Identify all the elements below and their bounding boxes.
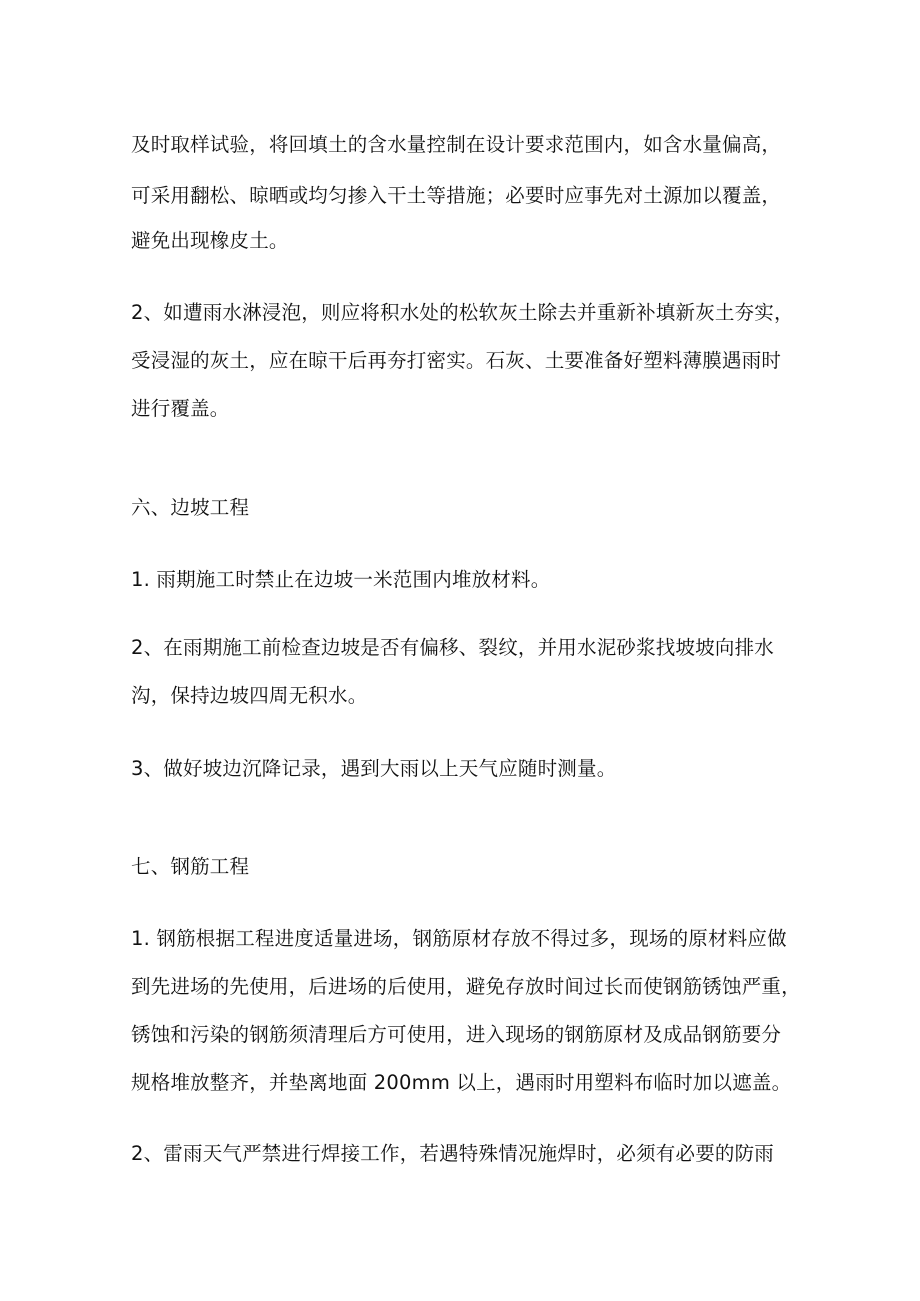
- section-6-item-3: 3、做好坡边沉降记录，遇到大雨以上天气应随时测量。: [131, 757, 617, 780]
- section-7-item-2-line-1: 2、雷雨天气严禁进行焊接工作，若遇特殊情况施焊时，必须有必要的防雨: [131, 1142, 775, 1165]
- paragraph-2-line-2: 受浸湿的灰土，应在晾干后再夯打密实。石灰、土要准备好塑料薄膜遇雨时: [131, 349, 782, 372]
- paragraph-1-line-1: 及时取样试验，将回填土的含水量控制在设计要求范围内，如含水量偏高，: [131, 133, 782, 156]
- paragraph-1-line-3: 避免出现橡皮土。: [131, 229, 289, 252]
- section-6-item-1: 1. 雨期施工时禁止在边坡一米范围内堆放材料。: [131, 568, 551, 591]
- section-6-heading: 六、边坡工程: [131, 496, 250, 519]
- section-7-item-1-line-3: 锈蚀和污染的钢筋须清理后方可使用，进入现场的钢筋原材及成品钢筋要分: [131, 1023, 782, 1046]
- section-7-heading: 七、钢筋工程: [131, 855, 250, 878]
- paragraph-2-line-3: 进行覆盖。: [131, 397, 230, 420]
- paragraph-1-line-2: 可采用翻松、晾晒或均匀掺入干土等措施；必要时应事先对土源加以覆盖，: [131, 184, 782, 207]
- section-7-item-1-line-2: 到先进场的先使用，后进场的后使用，避免存放时间过长而使钢筋锈蚀严重，: [131, 975, 801, 998]
- paragraph-2-line-1: 2、如遭雨水淋浸泡，则应将积水处的松软灰土除去并重新补填新灰土夯实，: [131, 301, 794, 324]
- section-7-item-1-line-4: 规格堆放整齐，并垫离地面 200mm 以上，遇雨时用塑料布临时加以遮盖。: [131, 1071, 792, 1094]
- section-7-item-1-line-1: 1. 钢筋根据工程进度适量进场，钢筋原材存放不得过多，现场的原材料应做: [131, 927, 787, 950]
- section-6-item-2-line-1: 2、在雨期施工前检查边坡是否有偏移、裂纹，并用水泥砂浆找坡坡向排水: [131, 636, 775, 659]
- section-6-item-2-line-2: 沟，保持边坡四周无积水。: [131, 684, 368, 707]
